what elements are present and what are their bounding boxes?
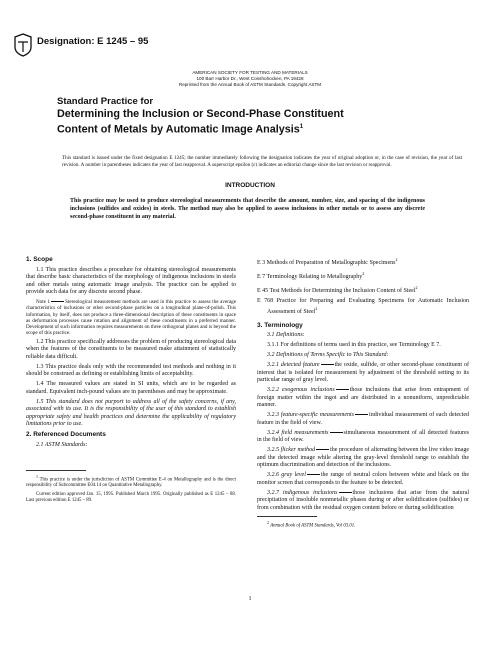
page-number: 1 [248,596,252,602]
paragraph-3-2: 3.2 Definitions of Terms Specific to This Standard: [267,352,389,359]
right-column [257,256,469,532]
note-1: Note 1 Stereological measurement methods are used in this practice to assess the average characteristics of inclusions or other second-phase particles on a longitudinal plane-of-polish. This information, by itself, does not produce a three-dimensional description of these constituents in space as deformation processes cause rotation and alignment of these constituents in a preferred manner. Development of such information requires measurements on three orthogonal planes and is beyond the scope of this practice. [26,299,236,337]
document-title [57,96,457,137]
definition-field-measurements: 3.2.4 field measurements simultaneous measurement of all detected features in the field of view. [257,429,469,444]
definition-indigenous-inclusions: 3.2.7 indigenous inclusions those inclusions that arise from the natural precipitation of insoluble nonmetallic phases during or after solidification (sulfides) or from combination with the residual oxygen content before or during solidification [257,489,469,511]
astm-logo-icon [12,33,34,57]
definition-gray-level: 3.2.6 gray level the range of neutral colors between white and black on the monitor screen that corresponds to the feature to be detected. [257,472,469,486]
paragraph-3-1-1: 3.1.1 For definitions of terms used in this practice, see Terminology E 7. [267,342,441,349]
reference-e768: E 768 Practice for Preparing and Evaluating Specimens for Automatic Inclusion Assessment of Steel$^2$ [257,297,469,316]
reprint-notice: Reprinted from the Annual Book of ASTM Standards. Copyright ASTM [178,82,322,87]
issuance-note: This standard is issued under the fixed designation E 1245; the number immediately following the designation indicates the year of original adoption or, in the case of revision, the year of last revision. A number in parentheses indicates the year of last reapproval. A superscript epsilon (ε) indicates an editorial change since the last revision or reapproval. [62,155,462,168]
definition-detected-feature: 3.2.1 detected feature the oxide, sulfide, or other second-phase constituent of interest that is isolated for measurement by adjustment of the threshold setting to its particular range of gray level. [257,362,470,384]
footnote-1a: $^1$ This practice is under the jurisdiction of ASTM Committee E-4 on Metallography and is the direct responsibility of Subcommittee E04.14 on Quantitative Metallography. [26,473,236,489]
publisher-address: 100 Barr Harbor Dr., West Conshohocken, PA 19428 [196,76,304,81]
introduction-heading: INTRODUCTION [225,182,275,189]
title-line-1: Standard Practice for [57,96,154,107]
title-line-3: Content of Metals by Automatic Image Analysis$^1$ [57,123,304,136]
reference-e3: E 3 Methods of Preparation of Metallographic Specimens$^2$ [257,257,398,266]
section-heading-scope: 1. Scope [26,256,53,263]
reference-e7: E 7 Terminology Relating to Metallography$^2$ [257,270,365,280]
paragraph-1-5: 1.5 This standard does not purport to address all of the safety concerns, if any, associated with its use. It is the responsibility of the user of this standard to establish appropriate safety and health practices and determine the applicability of regulatory limitations prior to use. [26,398,236,428]
title-line-2: Determining the Inclusion or Second-Phase Constituent [57,108,344,120]
paragraph-1-1: 1.1 This practice describes a procedure for obtaining stereological measurements that describe basic characteristics of the morphology of indigenous inclusions in steels and other metals using automatic image analysis. The practice can be applied to provide such data for any discrete second phase. [26,266,236,296]
section-heading-referenced-documents: 2. Referenced Documents [26,431,106,439]
paragraph-2-1: 2.1 ASTM Standards: [36,441,88,448]
paragraph-1-4: 1.4 The measured values are stated in SI units, which are to be regarded as standard. Equivalent inch-pound values are in parentheses and may be approximate. [26,381,236,395]
footnote-1b: Current edition approved Jan. 15, 1995. Published March 1995. Originally published as E 1245 – 88. Last previous edition E 1245 – 89. [26,491,236,503]
reference-e45: E 45 Test Methods for Determining the Inclusion Content of Steel$^2$ [257,284,418,294]
publisher-name: AMERICAN SOCIETY FOR TESTING AND MATERIALS [192,70,308,75]
paragraph-3-1: 3.1 Definitions: [267,332,305,339]
definition-exogenous-inclusions: 3.2.2 exogenous inclusions those inclusions that arise from entrapment of foreign matter within the ingot and are distributed in a nonuniform, unpredictable manner. [257,387,469,409]
definition-flicker-method: 3.2.5 flicker method the procedure of alternating between the live video image and the detected image while altering the gray-level threshold range to establish the optimum discrimination and detection of the inclusions. [257,447,469,469]
introduction-text: This practice may be used to produce stereological measurements that describe the amount, number, size, and spacing of the indigenous inclusions (sulfides and oxides) in steels. The method may also be applied to assess inclusions in other metals or to assess any discrete second-phase constituent in any material. [70,198,425,220]
paragraph-1-2: 1.2 This practice specifically addresses the problem of producing stereological data when the features of the constituents to be measured make attainment of statistically reliable data difficult. [26,338,236,360]
definition-feature-specific-measurements: 3.2.3 feature-specific measurements individual measurement of each detected feature in the field of view. [257,412,470,426]
designation: Designation: E 1245 – 95 [37,36,149,47]
left-column [26,256,236,506]
section-heading-terminology: 3. Terminology [257,321,303,329]
footnote-2: $^2$ Annual Book of ASTM Standards, Vol 03.01. [267,520,356,530]
title-footnote-mark: 1 [299,124,304,130]
footnote-rule [257,516,317,517]
paragraph-1-3: 1.3 This practice deals only with the recommended test methods and nothing in it should be construed as defining or establishing limits of acceptability. [26,363,236,378]
footnote-rule [26,470,86,471]
